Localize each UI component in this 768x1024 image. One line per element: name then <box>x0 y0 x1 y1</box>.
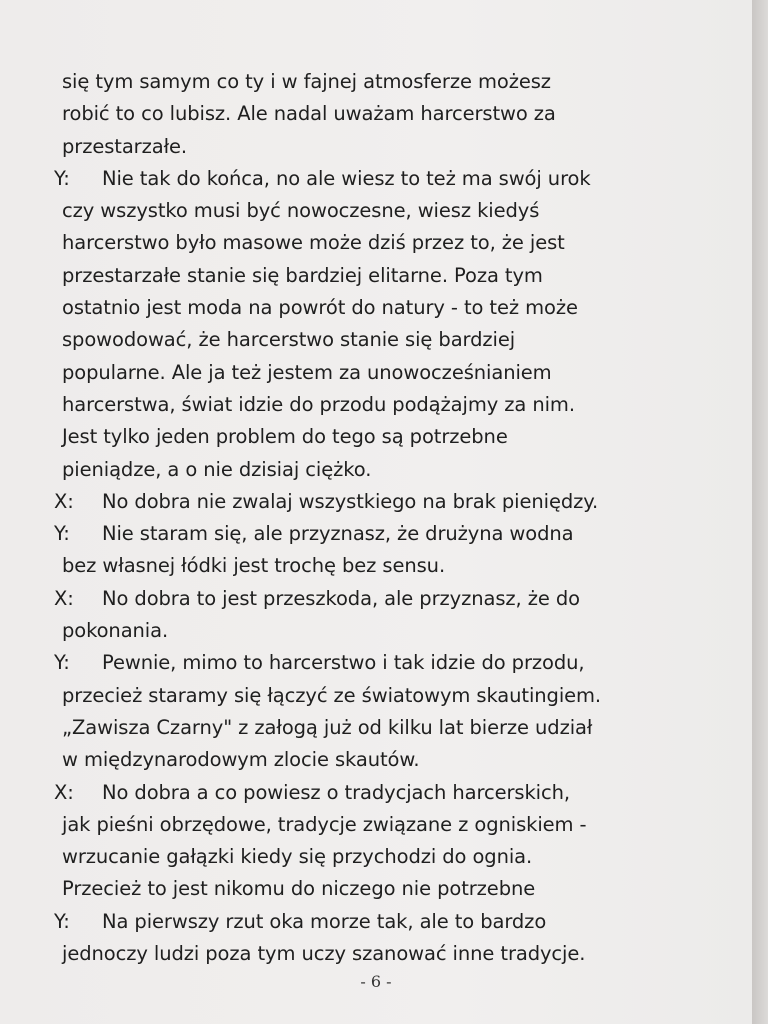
speaker-label: Y: <box>54 166 70 190</box>
speaker-label: X: <box>54 586 74 610</box>
line-text: Jest tylko jeden problem do tego są potrzebne <box>62 425 508 449</box>
dialogue-speaker-line <box>48 583 738 615</box>
text-line <box>48 227 738 259</box>
line-text: wrzucanie gałązki kiedy się przychodzi do ognia. <box>62 845 533 869</box>
line-text: Pewnie, mimo to harcerstwo i tak idzie do przodu, <box>102 651 585 675</box>
text-line <box>48 841 738 873</box>
line-text: ostatnio jest moda na powrót do natury - to też może <box>62 296 578 320</box>
line-text: robić to co lubisz. Ale nadal uważam harcerstwo za <box>62 102 556 126</box>
line-text: jednoczy ludzi poza tym uczy szanować inne tradycje. <box>62 942 586 966</box>
text-line <box>48 389 738 421</box>
line-text: bez własnej łódki jest trochę bez sensu. <box>62 554 446 578</box>
page-edge <box>752 0 768 1024</box>
text-line <box>48 357 738 389</box>
text-line <box>48 131 738 163</box>
line-text: Przecież to jest nikomu do niczego nie potrzebne <box>62 877 536 901</box>
dialogue-speaker-line <box>48 777 738 809</box>
text-line <box>48 809 738 841</box>
speaker-label: X: <box>54 489 74 513</box>
text-line <box>48 195 738 227</box>
line-text: się tym samym co ty i w fajnej atmosferze możesz <box>62 70 551 93</box>
text-line <box>48 324 738 356</box>
text-line <box>48 292 738 324</box>
line-text: czy wszystko musi być nowoczesne, wiesz kiedyś <box>62 199 540 223</box>
line-text: Nie tak do końca, no ale wiesz to też ma swój urok <box>102 166 591 190</box>
dialogue-speaker-line <box>48 486 738 518</box>
speaker-label: X: <box>54 780 74 804</box>
text-line <box>48 66 738 98</box>
line-text: No dobra to jest przeszkoda, ale przyznasz, że do <box>102 586 580 610</box>
dialogue-speaker-line <box>48 518 738 550</box>
speaker-label: Y: <box>54 909 70 933</box>
line-text: No dobra a co powiesz o tradycjach harcerskich, <box>102 780 570 804</box>
page-number: - 6 - <box>360 972 392 991</box>
text-line <box>48 98 738 130</box>
text-line <box>48 938 738 970</box>
line-text: pieniądze, a o nie dzisiaj ciężko. <box>62 457 372 481</box>
text-line <box>48 421 738 453</box>
line-text: spowodować, że harcerstwo stanie się bardziej <box>62 328 516 352</box>
line-text: przestarzałe stanie się bardziej elitarne. Poza tym <box>62 263 543 287</box>
text-line <box>48 550 738 582</box>
line-text: No dobra nie zwalaj wszystkiego na brak pieniędzy. <box>102 489 599 513</box>
speaker-label: Y: <box>54 651 70 675</box>
text-line <box>48 744 738 776</box>
text-line <box>48 260 738 292</box>
text-line <box>48 712 738 744</box>
line-text: harcerstwo było masowe może dziś przez to, że jest <box>62 231 565 255</box>
line-text: popularne. Ale ja też jestem za unowocześnianiem <box>62 360 552 384</box>
speaker-label: Y: <box>54 522 70 546</box>
line-text: jak pieśni obrzędowe, tradycje związane z ogniskiem - <box>62 812 587 836</box>
line-text: przecież staramy się łączyć ze światowym skautingiem. <box>62 683 602 707</box>
text-line <box>48 615 738 647</box>
dialogue-speaker-line <box>48 906 738 938</box>
dialogue-text <box>48 66 738 970</box>
line-text: w międzynarodowym zlocie skautów. <box>62 748 420 772</box>
line-text: Na pierwszy rzut oka morze tak, ale to bardzo <box>102 909 547 933</box>
line-text: przestarzałe. <box>62 134 188 158</box>
text-line <box>48 873 738 905</box>
dialogue-speaker-line <box>48 163 738 195</box>
text-line <box>48 454 738 486</box>
text-line <box>48 680 738 712</box>
line-text: „Zawisza Czarny" z załogą już od kilku lat bierze udział <box>62 715 593 739</box>
line-text: Nie staram się, ale przyznasz, że drużyna wodna <box>102 522 574 546</box>
dialogue-speaker-line <box>48 647 738 679</box>
line-text: harcerstwa, świat idzie do przodu podążajmy za nim. <box>62 392 575 416</box>
line-text: pokonania. <box>62 619 169 643</box>
